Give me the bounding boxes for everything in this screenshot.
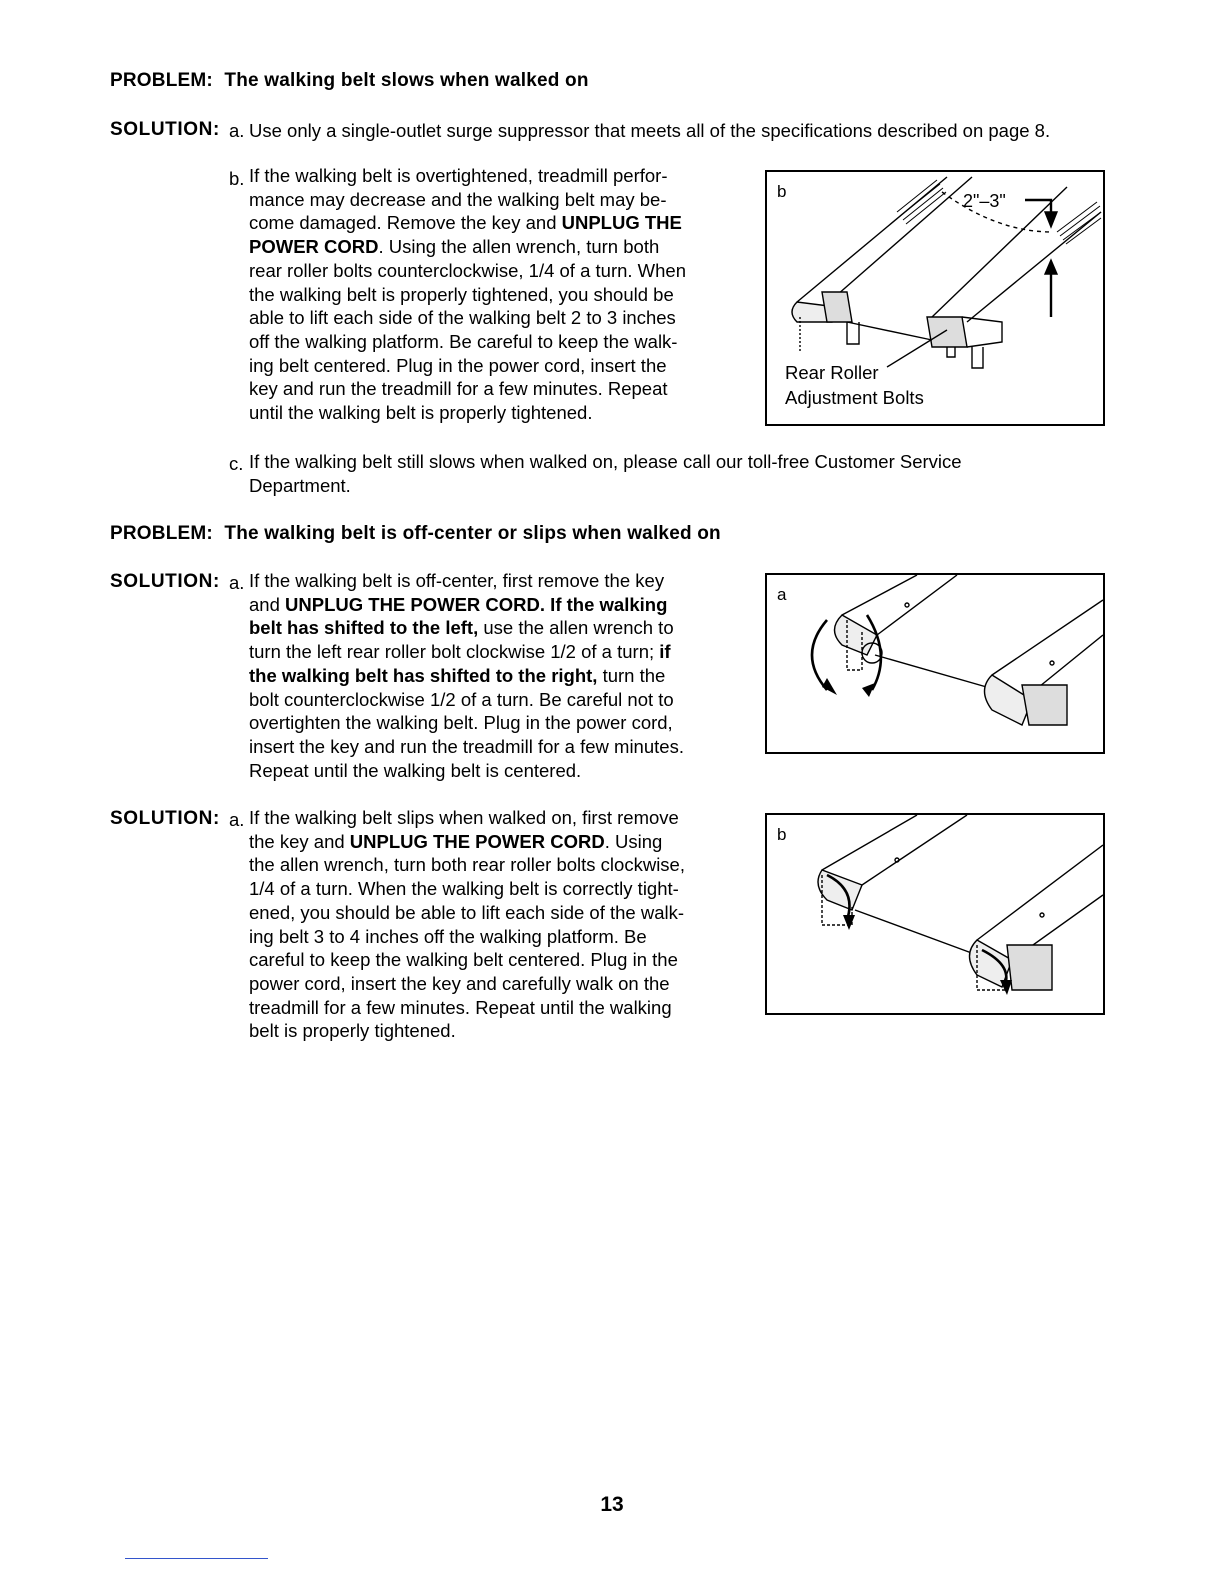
text-segment: If the walking belt is off-center, first remove the key: [249, 570, 665, 591]
text-segment: the walking belt is properly tightened, you should be: [249, 283, 674, 305]
text-segment: ing belt 3 to 4 inches off the walking platform. Be: [249, 925, 647, 947]
text-segment: rear roller bolts counterclockwise, 1/4 of a turn. When: [249, 259, 686, 281]
bold-segment: if: [659, 641, 671, 663]
problem-2-label: PROBLEM:: [110, 523, 213, 544]
text-line: [249, 330, 729, 354]
text-line: [249, 569, 684, 593]
text-line: [249, 877, 685, 901]
figure-slipping-belt-adjustment: [765, 813, 1105, 1015]
text-segment: turn the left rear roller bolt clockwise 1/2 of a turn;: [249, 641, 660, 663]
figure-1-tag: b: [777, 182, 787, 201]
text-segment: belt is properly tightened.: [249, 1020, 456, 1042]
text-segment: If the walking belt still slows when walked on, please call our toll-free Customer Service: [249, 451, 962, 472]
figure-2b-tag: b: [777, 825, 787, 844]
text-line: [249, 806, 685, 830]
text-line: [249, 259, 729, 283]
text-segment: Department.: [249, 474, 351, 496]
text-line: [249, 759, 684, 783]
text-line: [249, 306, 729, 330]
text-segment: careful to keep the walking belt centered. Plug in the: [249, 949, 678, 971]
bold-segment: UNPLUG THE POWER CORD: [349, 830, 605, 852]
text-segment: bolt counterclockwise 1/2 of a turn. Be careful not to: [249, 688, 674, 710]
text-segment: ing belt centered. Plug in the power cord, insert the: [249, 354, 667, 376]
text-segment: turn the: [597, 664, 666, 686]
text-line: [249, 377, 729, 401]
solution-2a-label: SOLUTION:: [110, 571, 220, 592]
text-line: [249, 901, 685, 925]
problem-2-heading: [110, 523, 721, 545]
text-line: [249, 616, 684, 640]
problem-1-heading: [110, 70, 589, 92]
text-line: [249, 925, 685, 949]
treadmill-both-bolts-illustration: [767, 815, 1103, 1013]
text-line: [249, 948, 685, 972]
bold-segment: UNPLUG THE: [561, 212, 682, 234]
text-segment: the key and: [249, 830, 350, 852]
solution-2b-letter: a.: [229, 809, 245, 830]
bold-segment: UNPLUG THE POWER CORD. If the walking: [285, 593, 668, 615]
text-segment: use the allen wrench to: [478, 617, 674, 639]
figure-1-caption-line1: Rear Roller: [785, 362, 879, 383]
text-line: [249, 711, 684, 735]
text-line: [249, 688, 684, 712]
problem-1-title: The walking belt slows when walked on: [224, 70, 589, 91]
text-segment: 1/4 of a turn. When the walking belt is correctly tight-: [249, 878, 679, 900]
text-line: [249, 283, 729, 307]
text-segment: . Using the allen wrench, turn both: [378, 236, 660, 258]
solution-1b-letter: b.: [229, 168, 245, 189]
text-line: [249, 830, 685, 854]
text-line: [249, 164, 729, 188]
problem-2-title: The walking belt is off-center or slips when walked on: [224, 523, 721, 544]
text-line: [249, 474, 962, 498]
solution-2b-label: SOLUTION:: [110, 808, 220, 829]
text-segment: come damaged. Remove the key and: [249, 212, 562, 234]
text-line: [249, 1019, 685, 1043]
text-line: [249, 853, 685, 877]
solution-1c-text: [249, 450, 962, 497]
text-line: [249, 211, 729, 235]
figure-1-measure-label: 2"–3": [963, 191, 1006, 211]
text-segment: overtighten the walking belt. Plug in the power cord,: [249, 712, 673, 734]
text-segment: mance may decrease and the walking belt may be-: [249, 188, 667, 210]
figure-1-caption-line2: Adjustment Bolts: [785, 387, 924, 408]
text-line: [249, 450, 962, 474]
text-segment: off the walking platform. Be careful to keep the walk-: [249, 330, 678, 352]
bold-segment: belt has shifted to the left,: [249, 617, 479, 639]
solution-1a-text: Use only a single-outlet surge suppressor that meets all of the specifications described on page 8.: [249, 120, 1051, 141]
text-segment: until the walking belt is properly tightened.: [249, 402, 593, 424]
text-line: [249, 972, 685, 996]
text-segment: If the walking belt is overtightened, treadmill perfor-: [249, 165, 668, 186]
text-segment: the allen wrench, turn both rear roller bolts clockwise,: [249, 854, 685, 876]
text-line: [249, 735, 684, 759]
text-segment: able to lift each side of the walking belt 2 to 3 inches: [249, 307, 676, 329]
figure-rear-roller-adjustment: [765, 170, 1105, 426]
solution-1c-letter: c.: [229, 453, 244, 474]
solution-2b-text: [249, 806, 685, 1043]
solution-1-label: SOLUTION:: [110, 119, 220, 140]
solution-1b-text: [249, 164, 729, 425]
text-line: [249, 640, 684, 664]
text-segment: ened, you should be able to lift each side of the walk-: [249, 901, 685, 923]
text-segment: Repeat until the walking belt is centered.: [249, 759, 582, 781]
text-segment: insert the key and run the treadmill for a few minutes.: [249, 735, 684, 757]
text-segment: . Using: [604, 830, 663, 852]
text-line: [249, 354, 729, 378]
figure-2a-tag: a: [777, 585, 787, 604]
text-line: [249, 401, 729, 425]
text-line: [249, 996, 685, 1020]
text-segment: and: [249, 593, 286, 615]
footer-rule: [125, 1558, 268, 1559]
text-segment: power cord, insert the key and carefully walk on the: [249, 972, 670, 994]
page-number: 13: [600, 1493, 624, 1516]
solution-2a-text: [249, 569, 684, 782]
text-segment: key and run the treadmill for a few minutes. Repeat: [249, 378, 668, 400]
text-segment: If the walking belt slips when walked on, first remove: [249, 807, 679, 828]
text-line: [249, 235, 729, 259]
solution-1a-letter: a.: [229, 120, 245, 141]
solution-2a-letter: a.: [229, 572, 245, 593]
figure-off-center-adjustment: [765, 573, 1105, 754]
text-line: [249, 664, 684, 688]
bold-segment: POWER CORD: [249, 236, 379, 258]
text-line: [249, 188, 729, 212]
bold-segment: the walking belt has shifted to the right,: [249, 664, 598, 686]
text-line: [249, 593, 684, 617]
text-segment: treadmill for a few minutes. Repeat until the walking: [249, 996, 672, 1018]
problem-1-label: PROBLEM:: [110, 70, 213, 91]
treadmill-left-bolt-illustration: [767, 575, 1103, 752]
